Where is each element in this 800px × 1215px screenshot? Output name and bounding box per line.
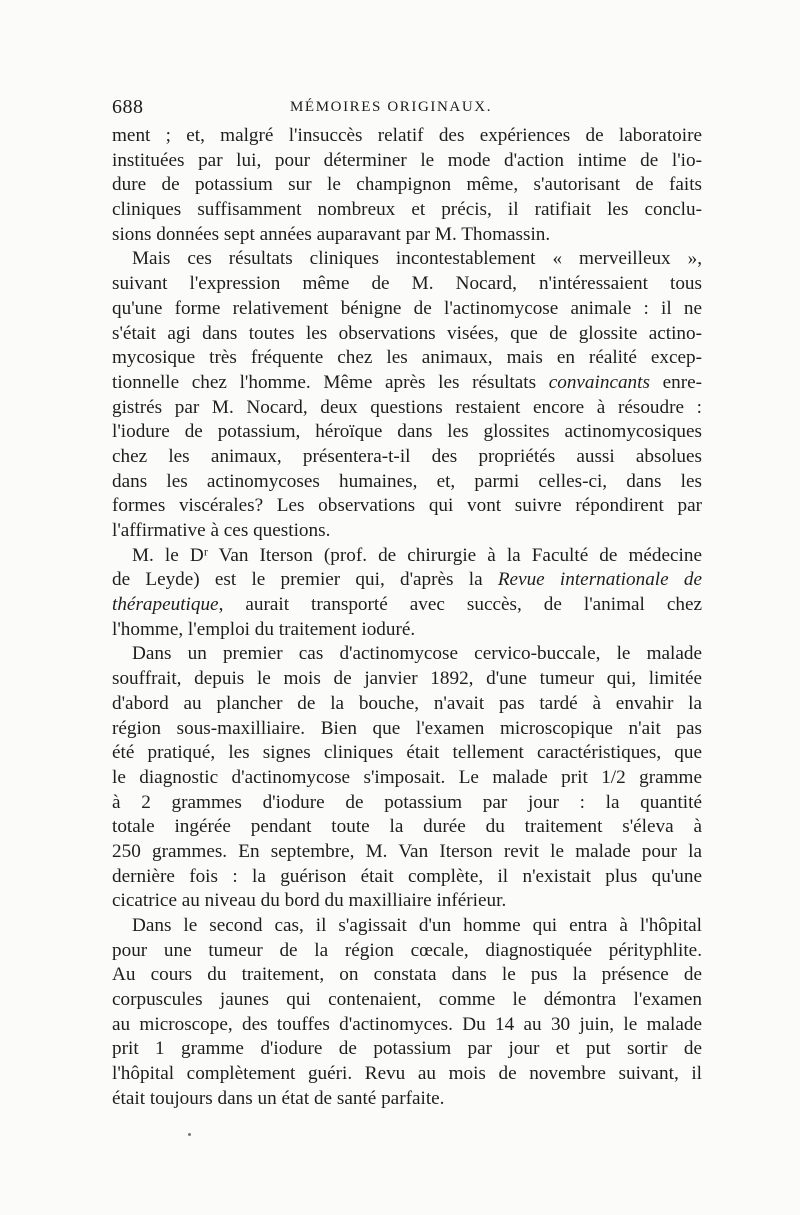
text-line: l'affirmative à ces questions. [112,520,331,541]
text-line: thérapeutique, aurait transporté avec succès, de l'animal chez [112,594,702,616]
running-title: MÉMOIRES ORIGINAUX. [290,99,493,115]
print-speck [188,1133,191,1136]
text-line: souffrait, depuis le mois de janvier 1892, d'une tumeur qui, limitée [112,668,702,690]
text-line: l'homme, l'emploi du traitement ioduré. [112,618,416,640]
text-line: prit 1 gramme d'iodure de potassium par jour et put sortir de [112,1038,702,1060]
text-line: Mais ces résultats cliniques incontestablement « merveilleux », [132,248,702,270]
text-line: dure de potassium sur le champignon même, s'autorisant de faits [112,174,702,196]
text-line: au microscope, des touffes d'actinomyces. Du 14 au 30 juin, le malade [112,1013,702,1035]
text-line: de Leyde) est le premier qui, d'après la Revue internationale de [112,569,702,591]
text-line: qu'une forme relativement bénigne de l'actinomycose animale : il ne [112,297,702,319]
text-line: Au cours du traitement, on constata dans le pus la présence de [112,964,702,986]
text-line: tionnelle chez l'homme. Même après les résultats convaincants enre- [112,371,703,393]
text-line: mycosique très fréquente chez les animaux, mais en réalité excep- [112,347,702,369]
text-line: M. le Dʳ Van Iterson (prof. de chirurgie à la Faculté de médecine [132,544,702,566]
italic-phrase: convaincants [548,371,650,393]
text-line: ment ; et, malgré l'insuccès relatif des expériences de laboratoire [112,125,702,146]
text-line: cliniques suffisamment nombreux et précis, il ratifiait les conclu- [112,199,702,221]
text-line: s'était agi dans toutes les observations visées, que de glossite actino- [112,322,702,344]
text-line: formes viscérales? Les observations qui vont suivre répondirent par [112,495,702,517]
body-text [112,124,702,1112]
text-line: été pratiqué, les signes cliniques était tellement caractéristiques, que [112,742,702,764]
text-line: était toujours dans un état de santé parfaite. [112,1087,445,1109]
text-line: chez les animaux, présentera-t-il des propriétés aussi absolues [112,445,702,467]
text-line: l'iodure de potassium, héroïque dans les glossites actinomycosiques [112,421,702,443]
page-number: 688 [112,96,144,118]
text-line: suivant l'expression même de M. Nocard, n'intéressaient tous [112,273,702,295]
text-line: gistrés par M. Nocard, deux questions restaient encore à résoudre : [112,396,702,418]
text-line: instituées par lui, pour déterminer le mode d'action intime de l'io- [112,149,702,171]
text-line: Dans le second cas, il s'agissait d'un homme qui entra à l'hôpital [132,915,702,936]
text-line: région sous-maxilliaire. Bien que l'examen microscopique n'ait pas [112,717,702,739]
text-line: totale ingérée pendant toute la durée du traitement s'éleva à [112,816,702,838]
text-line: cicatrice au niveau du bord du maxilliaire inférieur. [112,890,507,912]
text-line: l'hôpital complètement guéri. Revu au mois de novembre suivant, il [112,1063,702,1085]
text-line: dernière fois : la guérison était complète, il n'existait plus qu'une [112,865,702,887]
text-line: le diagnostic d'actinomycose s'imposait. Le malade prit 1/2 gramme [112,766,702,788]
text-line: 250 grammes. En septembre, M. Van Iterson revit le malade pour la [112,840,702,862]
page-header [112,96,702,122]
text-line: dans les actinomycoses humaines, et, parmi celles-ci, dans les [112,470,702,492]
text-line: corpuscules jaunes qui contenaient, comme le démontra l'examen [112,989,702,1011]
text-line: d'abord au plancher de la bouche, n'avait pas tardé à envahir la [112,692,702,714]
text-line: pour une tumeur de la région cœcale, diagnostiquée pérityphlite. [112,939,702,961]
italic-phrase: Revue internationale de [497,569,702,591]
text-line: Dans un premier cas d'actinomycose cervico-buccale, le malade [132,643,702,665]
text-line: sions données sept années auparavant par M. Thomassin. [112,223,551,245]
italic-phrase: thérapeutique [112,594,219,616]
text-line: à 2 grammes d'iodure de potassium par jour : la quantité [112,791,702,813]
